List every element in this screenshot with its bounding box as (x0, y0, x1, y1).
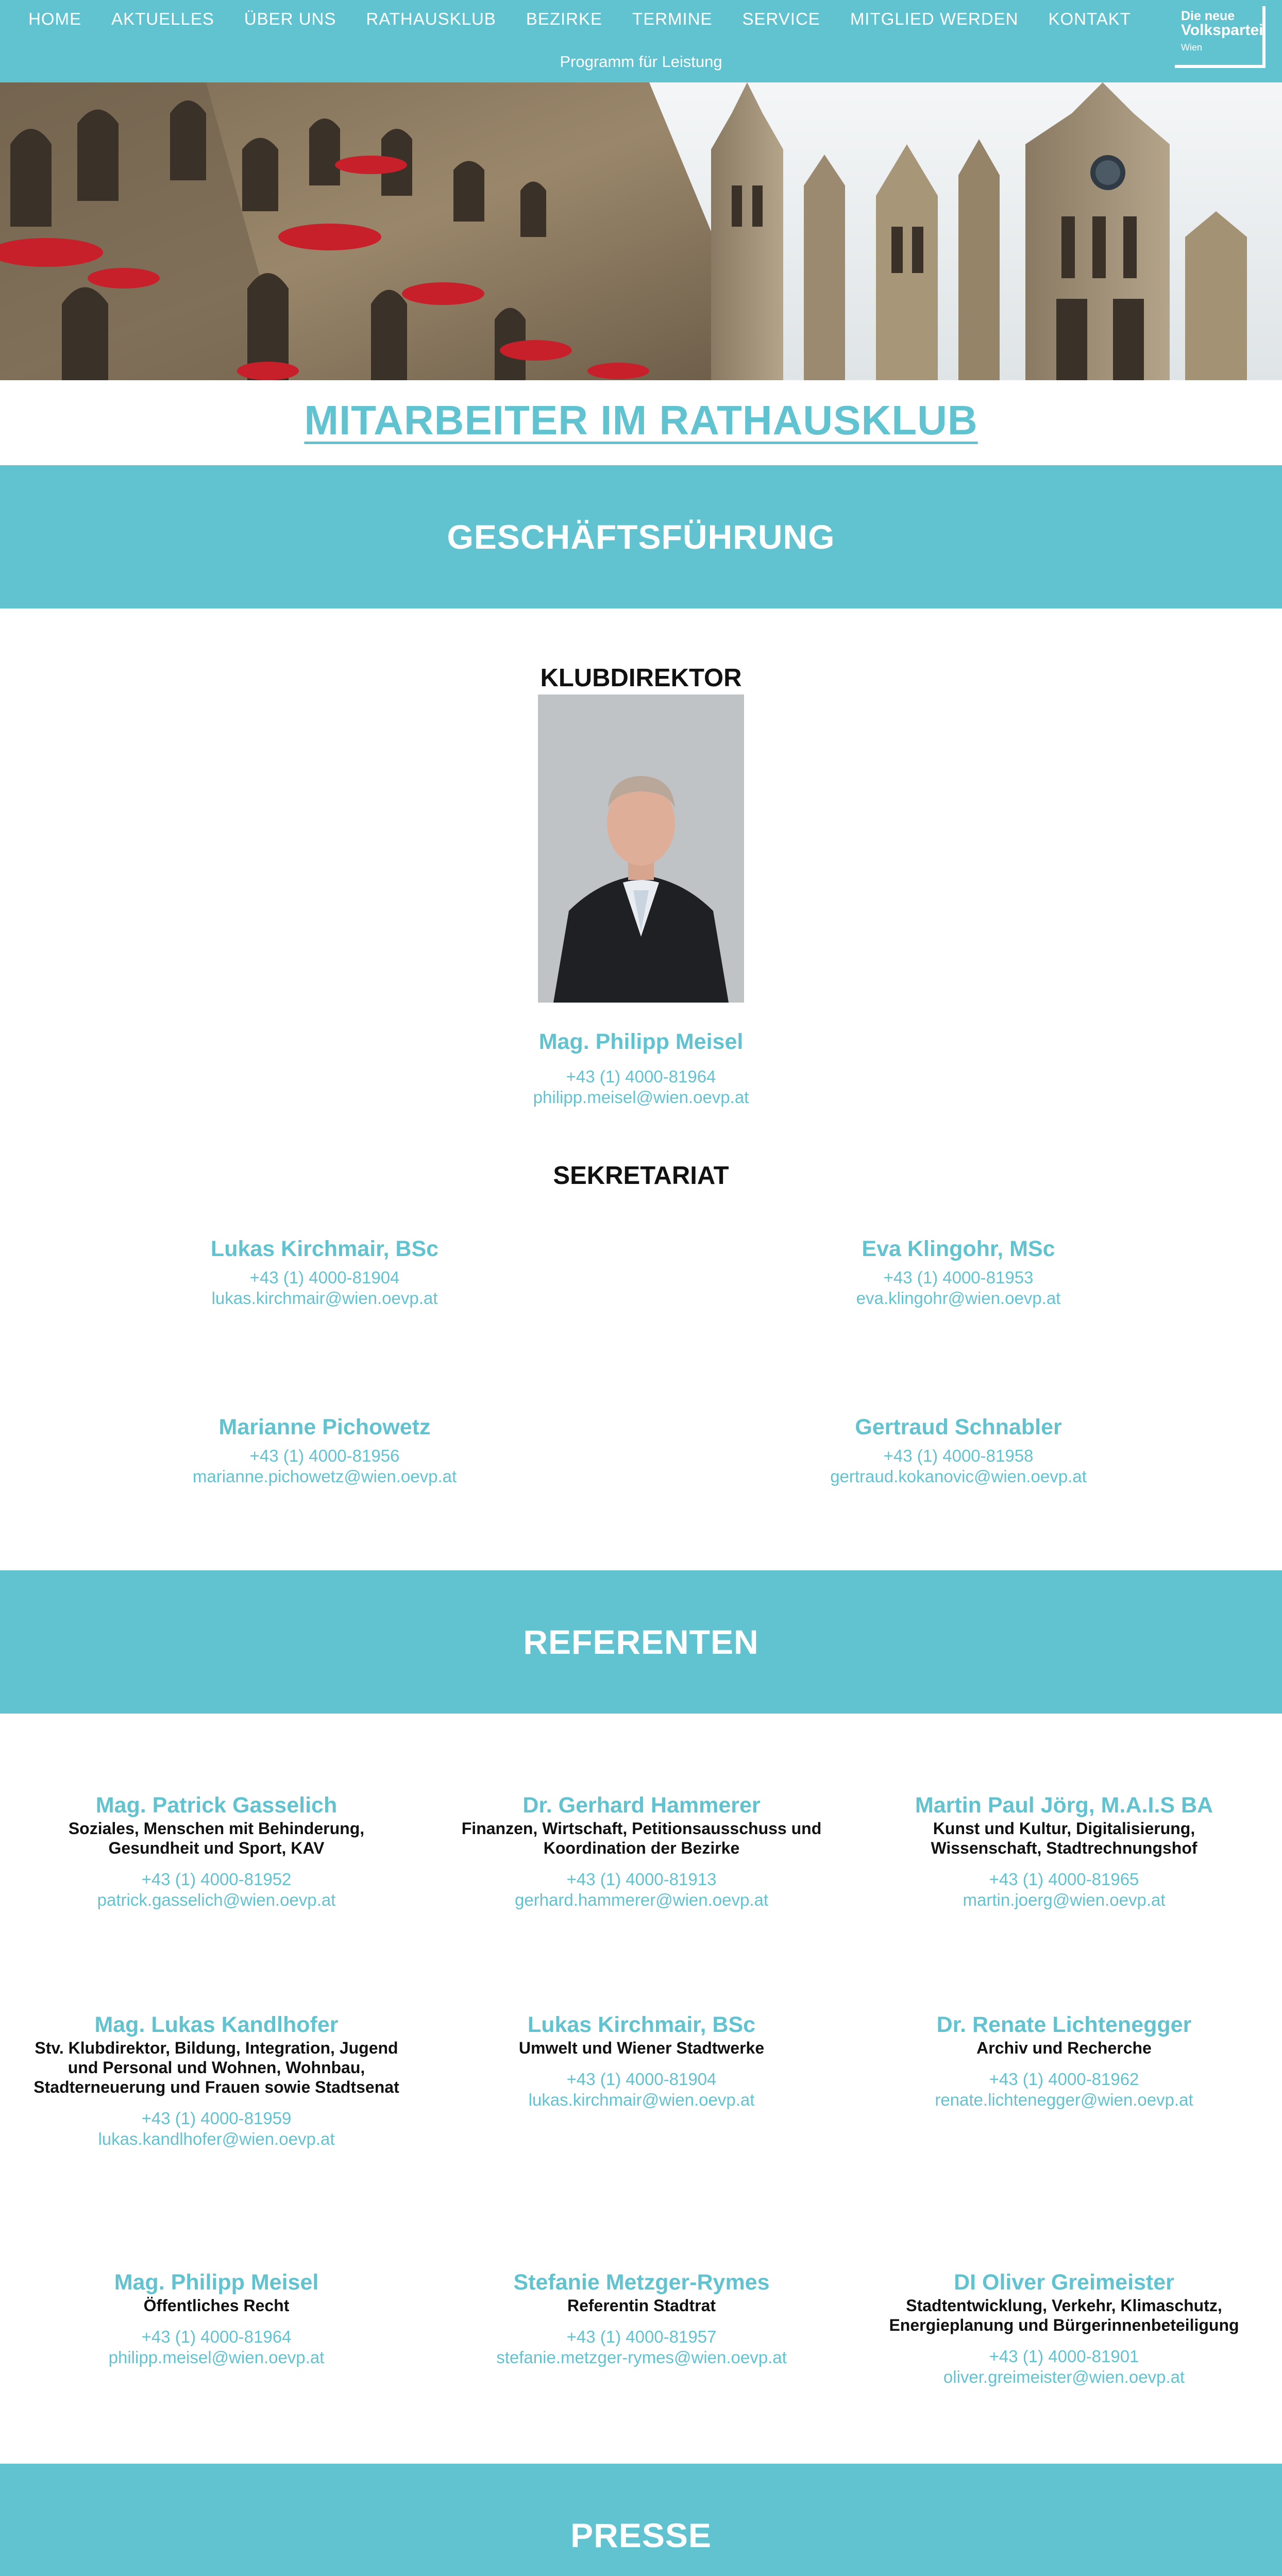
person-email[interactable]: lukas.kirchmair@wien.oevp.at (211, 1289, 438, 1308)
sekretariat-card (72, 1235, 577, 1309)
person-name[interactable]: Gertraud Schnabler (855, 1415, 1062, 1439)
section-title: REFERENTEN (523, 1623, 759, 1661)
section-title: GESCHÄFTSFÜHRUNG (447, 518, 835, 556)
person-email[interactable]: gerhard.hammerer@wien.oevp.at (514, 1890, 769, 1909)
person-role: Kunst und Kultur, Digitalisierung, Wissenschaft, Stadtrechnungshof (931, 1819, 1197, 1857)
person-name[interactable]: Stefanie Metzger-Rymes (513, 2270, 770, 2295)
person-name[interactable]: Marianne Pichowetz (218, 1415, 431, 1439)
person-name[interactable]: Eva Klingohr, MSc (862, 1236, 1055, 1261)
person-name[interactable]: Mag. Lukas Kandlhofer (94, 2012, 339, 2037)
referent-card (31, 2011, 402, 2149)
logo-text-line2: Volkspartei (1181, 22, 1263, 39)
person-phone[interactable]: +43 (1) 4000-81964 (566, 1067, 716, 1086)
person-role: Soziales, Menschen mit Behinderung, Gesundheit und Sport, KAV (68, 1819, 365, 1857)
nav-item-programm[interactable]: Programm für Leistung (560, 53, 722, 71)
nav-item-rathausklub[interactable]: RATHAUSKLUB (366, 9, 496, 28)
nav-item-service[interactable]: SERVICE (742, 9, 820, 28)
referent-card (448, 1792, 835, 1910)
referent-card (881, 2011, 1247, 2110)
person-phone[interactable]: +43 (1) 4000-81957 (566, 2327, 717, 2346)
nav-item-termine[interactable]: TERMINE (632, 9, 713, 28)
person-role: Stv. Klubdirektor, Bildung, Integration, Jugend und Personal und Wohnen, Wohnbau, Stadterneuerung und Frauen sowie Stadtsenat (33, 2039, 399, 2096)
section-header-referenten (0, 1570, 1282, 1714)
section-title: PRESSE (570, 2516, 712, 2554)
person-email[interactable]: philipp.meisel@wien.oevp.at (108, 2348, 325, 2367)
person-phone[interactable]: +43 (1) 4000-81901 (989, 2347, 1139, 2366)
person-email[interactable]: lukas.kirchmair@wien.oevp.at (528, 2090, 755, 2109)
person-email[interactable]: patrick.gasselich@wien.oevp.at (97, 1890, 336, 1909)
person-email[interactable]: oliver.greimeister@wien.oevp.at (943, 2367, 1185, 2386)
person-email[interactable]: philipp.meisel@wien.oevp.at (533, 1088, 749, 1107)
person-email[interactable]: eva.klingohr@wien.oevp.at (856, 1289, 1061, 1308)
logo-text-line3: Wien (1181, 42, 1203, 53)
person-phone[interactable]: +43 (1) 4000-81965 (989, 1870, 1139, 1889)
person-phone[interactable]: +43 (1) 4000-81956 (249, 1446, 400, 1465)
person-name[interactable]: Mag. Philipp Meisel (538, 1029, 744, 1054)
person-phone[interactable]: +43 (1) 4000-81962 (989, 2070, 1139, 2089)
referent-card (448, 2011, 835, 2110)
person-name[interactable]: Lukas Kirchmair, BSc (527, 2012, 756, 2037)
person-phone[interactable]: +43 (1) 4000-81952 (141, 1870, 292, 1889)
nav-item-home[interactable]: HOME (28, 9, 82, 28)
person-phone[interactable]: +43 (1) 4000-81958 (883, 1446, 1034, 1465)
nav-item-kontakt[interactable]: KONTAKT (1048, 9, 1131, 28)
logo-text-line1: Die neue (1181, 9, 1235, 23)
klubdirektor-card (0, 1028, 1282, 1108)
person-role: Referentin Stadtrat (567, 2296, 716, 2315)
person-email[interactable]: stefanie.metzger-rymes@wien.oevp.at (496, 2348, 787, 2367)
person-role: Stadtentwicklung, Verkehr, Klimaschutz, Energieplanung und Bürgerinnenbeteiligung (889, 2296, 1239, 2334)
person-phone[interactable]: +43 (1) 4000-81904 (566, 2070, 717, 2089)
person-name[interactable]: Mag. Patrick Gasselich (95, 1793, 338, 1818)
person-phone[interactable]: +43 (1) 4000-81959 (141, 2109, 292, 2128)
section-header-geschaeftsfuehrung (0, 465, 1282, 608)
person-name[interactable]: Mag. Philipp Meisel (114, 2270, 319, 2295)
person-phone[interactable]: +43 (1) 4000-81964 (141, 2327, 292, 2346)
main-menu (0, 9, 1159, 29)
referent-card (881, 1792, 1247, 1910)
referent-card (31, 2269, 402, 2368)
person-role: Archiv und Recherche (976, 2039, 1152, 2057)
person-phone[interactable]: +43 (1) 4000-81904 (249, 1268, 400, 1287)
person-email[interactable]: lukas.kandlhofer@wien.oevp.at (98, 2129, 335, 2148)
hero-image-city-hall (0, 82, 1282, 380)
person-name[interactable]: DI Oliver Greimeister (954, 2270, 1174, 2295)
person-role: Öffentliches Recht (143, 2296, 290, 2315)
person-name[interactable]: Martin Paul Jörg, M.A.I.S BA (915, 1793, 1213, 1818)
person-email[interactable]: marianne.pichowetz@wien.oevp.at (192, 1467, 457, 1486)
nav-item-mitglied-werden[interactable]: MITGLIED WERDEN (850, 9, 1019, 28)
klubdirektor-photo (538, 694, 744, 1003)
klubdirektor-heading: KLUBDIREKTOR (540, 664, 742, 692)
sekretariat-card (706, 1414, 1211, 1487)
page-title[interactable]: MITARBEITER IM RATHAUSKLUB (304, 397, 978, 443)
person-role: Finanzen, Wirtschaft, Petitionsausschuss und Koordination der Bezirke (461, 1819, 822, 1857)
person-email[interactable]: gertraud.kokanovic@wien.oevp.at (830, 1467, 1087, 1486)
person-email[interactable]: martin.joerg@wien.oevp.at (963, 1890, 1166, 1909)
referent-card (448, 2269, 835, 2368)
referent-card (31, 1792, 402, 1910)
person-name[interactable]: Dr. Renate Lichtenegger (936, 2012, 1192, 2037)
person-name[interactable]: Lukas Kirchmair, BSc (210, 1236, 439, 1261)
nav-item-ueber-uns[interactable]: ÜBER UNS (244, 9, 336, 28)
person-role: Umwelt und Wiener Stadtwerke (518, 2039, 765, 2057)
person-phone[interactable]: +43 (1) 4000-81913 (566, 1870, 717, 1889)
sekretariat-card (706, 1235, 1211, 1309)
person-phone[interactable]: +43 (1) 4000-81953 (883, 1268, 1034, 1287)
sekretariat-heading: SEKRETARIAT (553, 1162, 729, 1190)
nav-item-aktuelles[interactable]: AKTUELLES (111, 9, 214, 28)
referent-card (871, 2269, 1257, 2387)
section-header-presse (0, 2464, 1282, 2576)
person-name[interactable]: Dr. Gerhard Hammerer (522, 1793, 761, 1818)
person-email[interactable]: renate.lichtenegger@wien.oevp.at (935, 2090, 1193, 2109)
sekretariat-card (72, 1414, 577, 1487)
nav-item-bezirke[interactable]: BEZIRKE (526, 9, 603, 28)
site-logo[interactable] (1175, 6, 1266, 68)
top-navigation (0, 0, 1282, 82)
